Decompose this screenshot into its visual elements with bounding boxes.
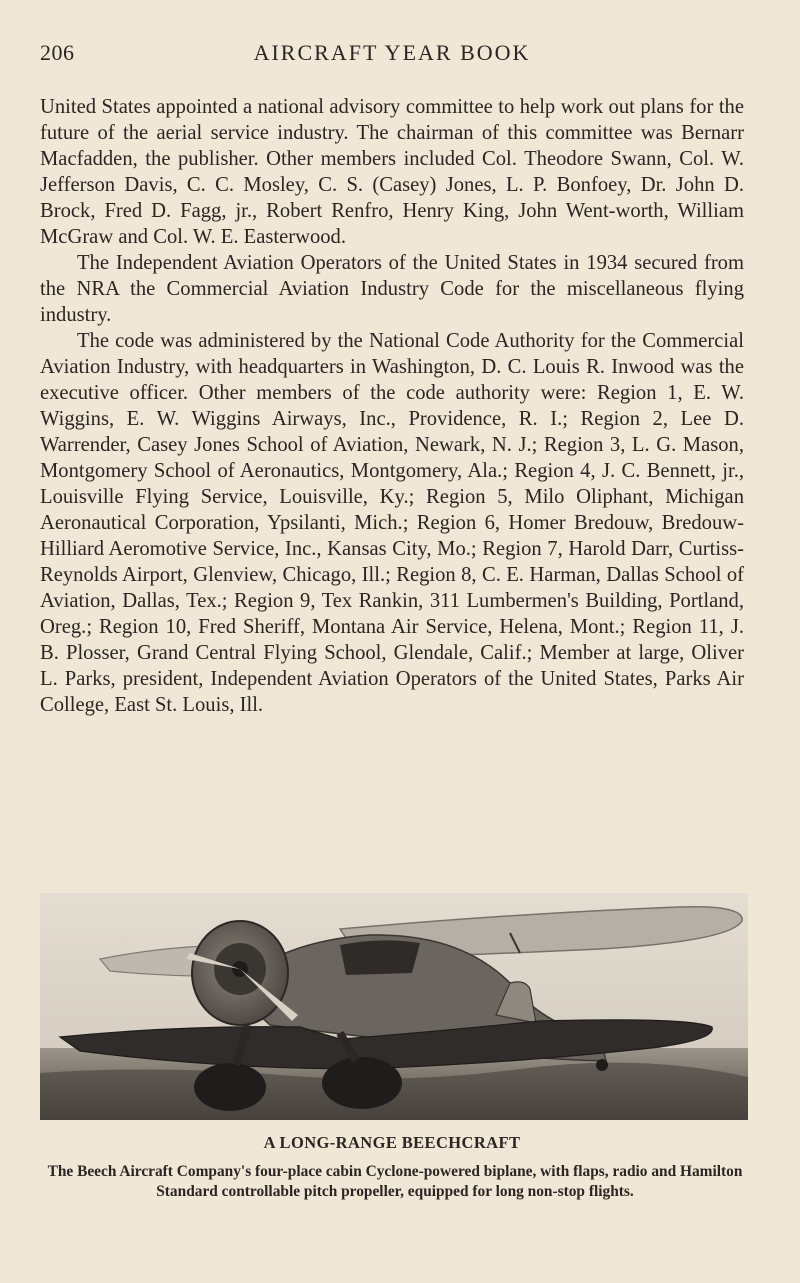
cabin-window [340,940,420,975]
landing-gear-right [322,1057,402,1109]
paragraph-industry-code: The Independent Aviation Operators of the United States in 1934 secured from the NRA the Commercial Aviation Industry Code for the miscellaneous flying industry. [40,252,744,326]
beechcraft-photo [40,893,748,1120]
paragraph-continuation: United States appointed a national advisory committee to help work out plans for the future of the aerial service industry. The chairman of this committee was Bernarr Macfadden, the publisher. Other members included Col. Theodore Swann, Col. W. Jefferson Davis, C. C. Mosley, C. S. (Casey) Jones, L. P. Bonfoey, Dr. John D. Brock, Fred D. Fagg, jr., Robert Renfro, Henry King, John Went-worth, William McGraw and Col. W. E. Easterwood. [40,96,744,248]
figure-caption-text: The Beech Aircraft Company's four-place cabin Cyclone-powered biplane, with flaps, radio and Hamilton Standard controllable pitch propeller, equipped for long non-stop flights. [47,1163,743,1200]
running-title: AIRCRAFT YEAR BOOK [253,40,531,65]
paragraph-code-authority: The code was administered by the National Code Authority for the Commercial Aviation Industry, with headquarters in Washington, D. C. Louis R. Inwood was the executive officer. Other members of the code authority were: Region 1, E. W. Wiggins, E. W. Wiggins Airways, Inc., Providence, R. I.; Region 2, Lee D. Warrender, Casey Jones School of Aviation, Newark, N. J.; Region 3, L. G. Mason, Montgomery School of Aeronautics, Montgomery, Ala.; Region 4, J. C. Bennett, jr., Louisville Flying Service, Louisville, Ky.; Region 5, Milo Oliphant, Michigan Aeronautical Corporation, Ypsilanti, Mich.; Region 6, Homer Bredouw, Bredouw-Hilliard Aeromotive Service, Inc., Kansas City, Mo.; Region 7, Harold Darr, Curtiss-Reynolds Airport, Glenview, Chicago, Ill.; Region 8, C. E. Harman, Dallas School of Aviation, Dallas, Tex.; Region 9, Tex Rankin, 311 Lumbermen's Building, Portland, Oreg.; Region 10, Fred Sheriff, Montana Air Service, Helena, Mont.; Region 11, J. B. Plosser, Grand Central Flying School, Glendale, Calif.; Member at large, Oliver L. Parks, president, Independent Aviation Operators of the United States, Parks Air College, East St. Louis, Ill. [40,330,744,716]
biplane-photo-illustration [40,893,748,1120]
figure-caption-title: A LONG-RANGE BEECHCRAFT [263,1133,521,1152]
page-header [40,40,744,70]
body-text [40,94,744,718]
landing-gear-left [194,1063,266,1111]
page-number: 206 [40,40,75,65]
